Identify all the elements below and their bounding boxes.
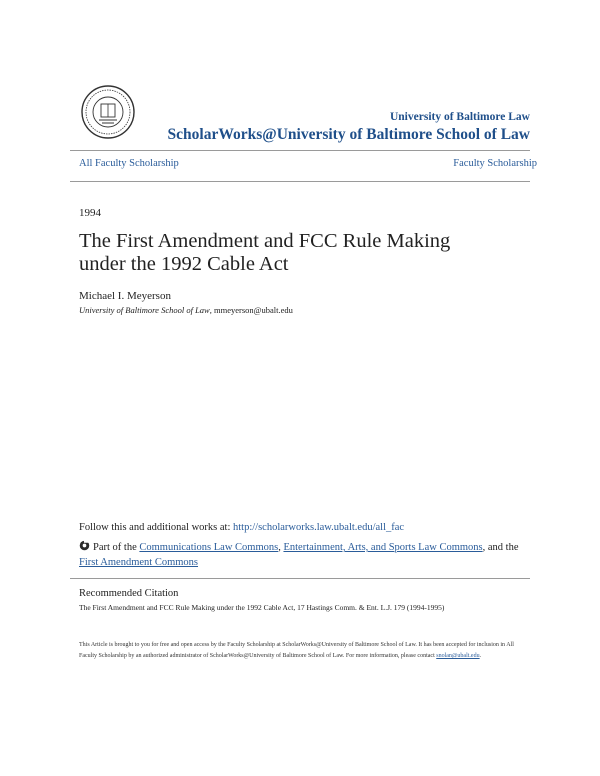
contact-email-link[interactable]: snolan@ubalt.edu — [436, 653, 480, 659]
access-notice-text: This Article is brought to you for free and open access by the Faculty Scholarship at ScholarWorks@University of Baltimore School of Law. It has been accepted for inclusion in All Faculty Scholarship by an authorized administrator of ScholarWorks@University of Baltimore School of Law. For more information, please contact — [79, 642, 514, 659]
recommended-citation-text: The First Amendment and FCC Rule Making under the 1992 Cable Act, 17 Hastings Comm. & Ent. L.J. 179 (1994-1995) — [79, 603, 445, 612]
follow-line — [79, 522, 539, 533]
divider-citation — [70, 578, 530, 579]
author-affiliation — [79, 305, 293, 315]
nav-link-all-faculty-scholarship[interactable]: All Faculty Scholarship — [79, 158, 179, 169]
article-title-line1: The First Amendment and FCC Rule Making — [79, 230, 451, 252]
follow-link[interactable]: http://scholarworks.law.ubalt.edu/all_fac — [233, 522, 405, 533]
author-email: , mmeyerson@ubalt.edu — [209, 305, 293, 315]
article-title-line2: under the 1992 Cable Act — [79, 253, 289, 275]
header-branding — [168, 110, 530, 145]
article-title — [79, 230, 519, 276]
publication-year: 1994 — [79, 207, 101, 219]
access-notice-end: . — [479, 653, 482, 659]
partof-prefix: Part of the — [93, 542, 140, 553]
link-entertainment-arts-sports-law-commons[interactable]: Entertainment, Arts, and Sports Law Commons — [283, 542, 483, 553]
link-communications-law-commons[interactable]: Communications Law Commons — [139, 542, 279, 553]
open-access-icon — [79, 540, 90, 551]
link-first-amendment-commons[interactable]: First Amendment Commons — [79, 557, 199, 568]
author-name: Michael I. Meyerson — [79, 290, 171, 302]
repository-name[interactable]: ScholarWorks@University of Baltimore School of Law — [167, 126, 530, 143]
follow-prefix: Follow this and additional works at: — [79, 522, 233, 533]
partof-sep1: , — [278, 542, 284, 553]
recommended-citation-heading: Recommended Citation — [79, 588, 179, 599]
university-name[interactable]: University of Baltimore Law — [389, 111, 530, 123]
affiliation-name: University of Baltimore School of Law — [79, 305, 210, 315]
access-notice — [79, 640, 529, 662]
university-seal-logo — [80, 84, 136, 140]
nav-link-faculty-scholarship[interactable]: Faculty Scholarship — [453, 158, 537, 169]
divider-top — [70, 150, 530, 151]
part-of-line — [79, 540, 539, 570]
divider-nav — [70, 181, 530, 182]
partof-sep2: , and the — [482, 542, 519, 553]
